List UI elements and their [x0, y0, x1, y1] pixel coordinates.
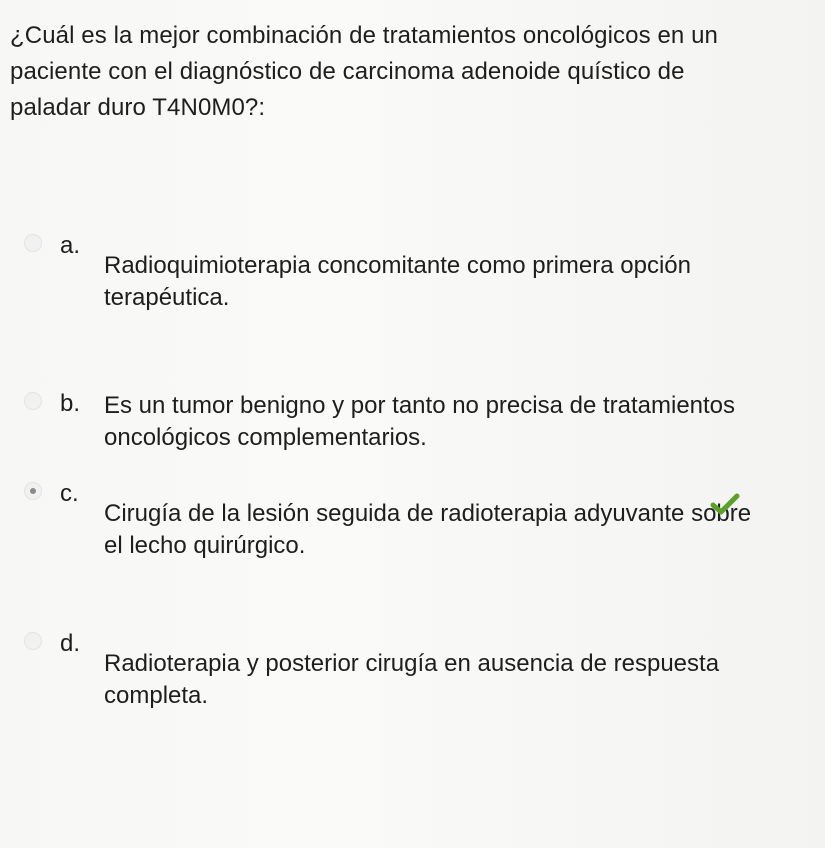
answer-option-c[interactable] [24, 480, 784, 560]
option-letter-a: a. [60, 232, 81, 259]
question-text: ¿Cuál es la mejor combinación de tratamientos oncológicos en un paciente con el diagnóstico de carcinoma adenoide quístico de paladar duro T4N0M0?: [10, 22, 719, 121]
check-icon [710, 492, 740, 516]
option-text-c: Cirugía de la lesión seguida de radioterapia adyuvante sobre el lecho quirúrgico. [104, 500, 752, 559]
option-text-a: Radioquimioterapia concomitante como primera opción terapéutica. [104, 252, 691, 311]
radio-button-c[interactable] [24, 482, 42, 500]
option-text-b: Es un tumor benigno y por tanto no precisa de tratamientos oncológicos complementarios. [104, 392, 736, 451]
answer-option-a[interactable] [24, 232, 784, 312]
option-letter-d: d. [60, 630, 81, 657]
option-letter-c: c. [60, 480, 79, 507]
answer-option-d[interactable] [24, 630, 784, 710]
radio-button-a[interactable] [24, 234, 42, 252]
answer-option-b[interactable] [24, 390, 784, 470]
option-text-d: Radioterapia y posterior cirugía en ausencia de respuesta completa. [104, 650, 720, 709]
radio-button-d[interactable] [24, 632, 42, 650]
radio-button-b[interactable] [24, 392, 42, 410]
option-letter-b: b. [60, 390, 81, 417]
